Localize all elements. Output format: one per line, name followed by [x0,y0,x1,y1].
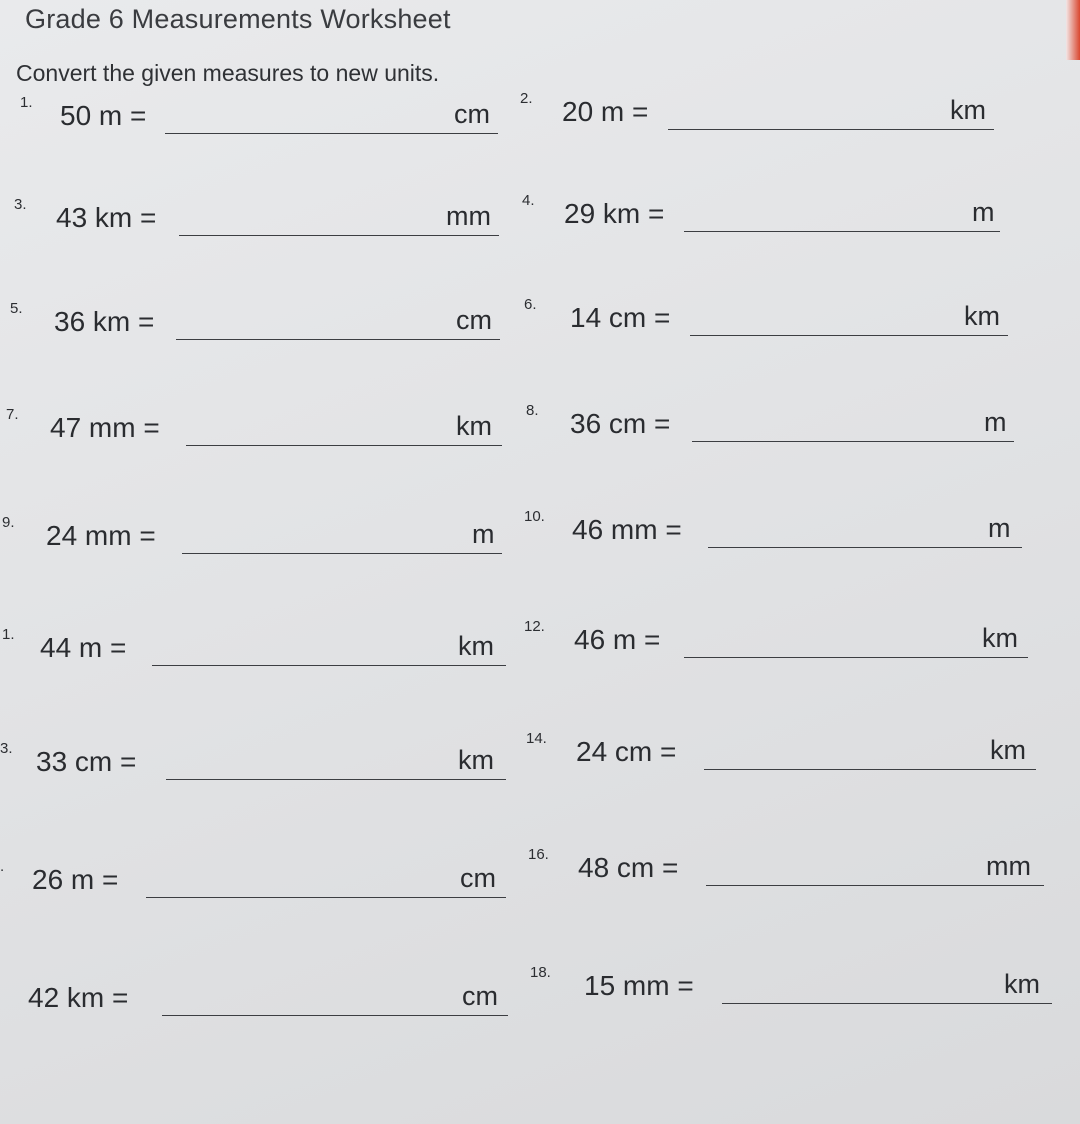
question-number: 12. [524,618,545,635]
answer-blank[interactable] [165,133,498,134]
question-expression: 46 mm = [572,514,682,545]
target-unit: km [458,745,494,775]
question-3 [14,194,504,244]
target-unit: km [964,301,1000,331]
question-6 [524,294,1014,344]
target-unit: m [984,407,1007,437]
question-number: 3. [0,740,13,757]
question-10 [524,506,1024,556]
question-expression: 36 cm = [570,408,671,439]
question-number: 6. [524,296,537,313]
worksheet-instructions: Convert the given measures to new units. [16,60,440,86]
question-expression: 33 cm = [36,746,137,777]
target-unit: m [972,197,995,227]
question-expression: 29 km = [564,198,665,229]
target-unit: m [988,513,1011,543]
answer-blank[interactable] [722,1003,1052,1004]
question-14 [526,728,1041,778]
question-number: 5. [10,300,23,317]
question-number: 10. [524,508,545,525]
target-unit: cm [460,863,496,893]
question-expression: 48 cm = [578,852,679,883]
answer-blank[interactable] [146,897,506,898]
question-number: 2. [520,90,533,107]
question-15 [0,856,510,906]
answer-blank[interactable] [684,231,1000,232]
question-11 [2,624,507,674]
target-unit: m [472,519,495,549]
answer-blank[interactable] [166,779,506,780]
question-13 [0,738,510,788]
question-1 [20,92,500,142]
answer-blank[interactable] [162,1015,508,1016]
target-unit: cm [454,99,490,129]
question-number: 8. [526,402,539,419]
question-18 [530,962,1055,1012]
answer-blank[interactable] [182,553,502,554]
question-4 [522,190,1012,240]
question-7 [6,404,506,454]
question-12 [524,616,1029,666]
answer-blank[interactable] [690,335,1008,336]
target-unit: cm [456,305,492,335]
question-5 [10,298,505,348]
question-2 [520,88,1000,138]
question-expression: 15 mm = [584,970,694,1001]
answer-blank[interactable] [176,339,500,340]
question-expression: 43 km = [56,202,157,233]
target-unit: km [990,735,1026,765]
question-16 [528,844,1048,894]
target-unit: km [456,411,492,441]
question-expression: 24 cm = [576,736,677,767]
answer-blank[interactable] [708,547,1022,548]
target-unit: km [458,631,494,661]
question-expression: 42 km = [28,982,129,1013]
answer-blank[interactable] [704,769,1036,770]
answer-blank[interactable] [152,665,506,666]
question-expression: 20 m = [562,96,649,127]
question-expression: 46 m = [574,624,661,655]
question-expression: 14 cm = [570,302,671,333]
answer-blank[interactable] [684,657,1028,658]
answer-blank[interactable] [179,235,499,236]
question-expression: 44 m = [40,632,127,663]
target-unit: cm [462,981,498,1011]
paper-edge-decoration [1066,0,1080,60]
question-expression: 24 mm = [46,520,156,551]
target-unit: mm [446,201,491,231]
target-unit: mm [986,851,1031,881]
worksheet-title: Grade 6 Measurements Worksheet [25,4,451,34]
answer-blank[interactable] [186,445,502,446]
question-number: 1. [2,626,15,643]
question-number: 7. [6,406,19,423]
question-8 [526,400,1016,450]
target-unit: km [982,623,1018,653]
target-unit: km [1004,969,1040,999]
question-expression: 50 m = [60,100,147,131]
question-17 [0,974,512,1024]
answer-blank[interactable] [692,441,1014,442]
target-unit: km [950,95,986,125]
question-expression: 47 mm = [50,412,160,443]
question-number: 16. [528,846,549,863]
question-number: 1. [20,94,33,111]
question-number: . [0,858,5,875]
question-number: 3. [14,196,27,213]
question-expression: 26 m = [32,864,119,895]
question-number: 4. [522,192,535,209]
question-9 [2,512,507,562]
question-number: 9. [2,514,15,531]
question-number: 14. [526,730,547,747]
answer-blank[interactable] [706,885,1044,886]
question-expression: 36 km = [54,306,155,337]
question-number: 18. [530,964,551,981]
answer-blank[interactable] [668,129,994,130]
